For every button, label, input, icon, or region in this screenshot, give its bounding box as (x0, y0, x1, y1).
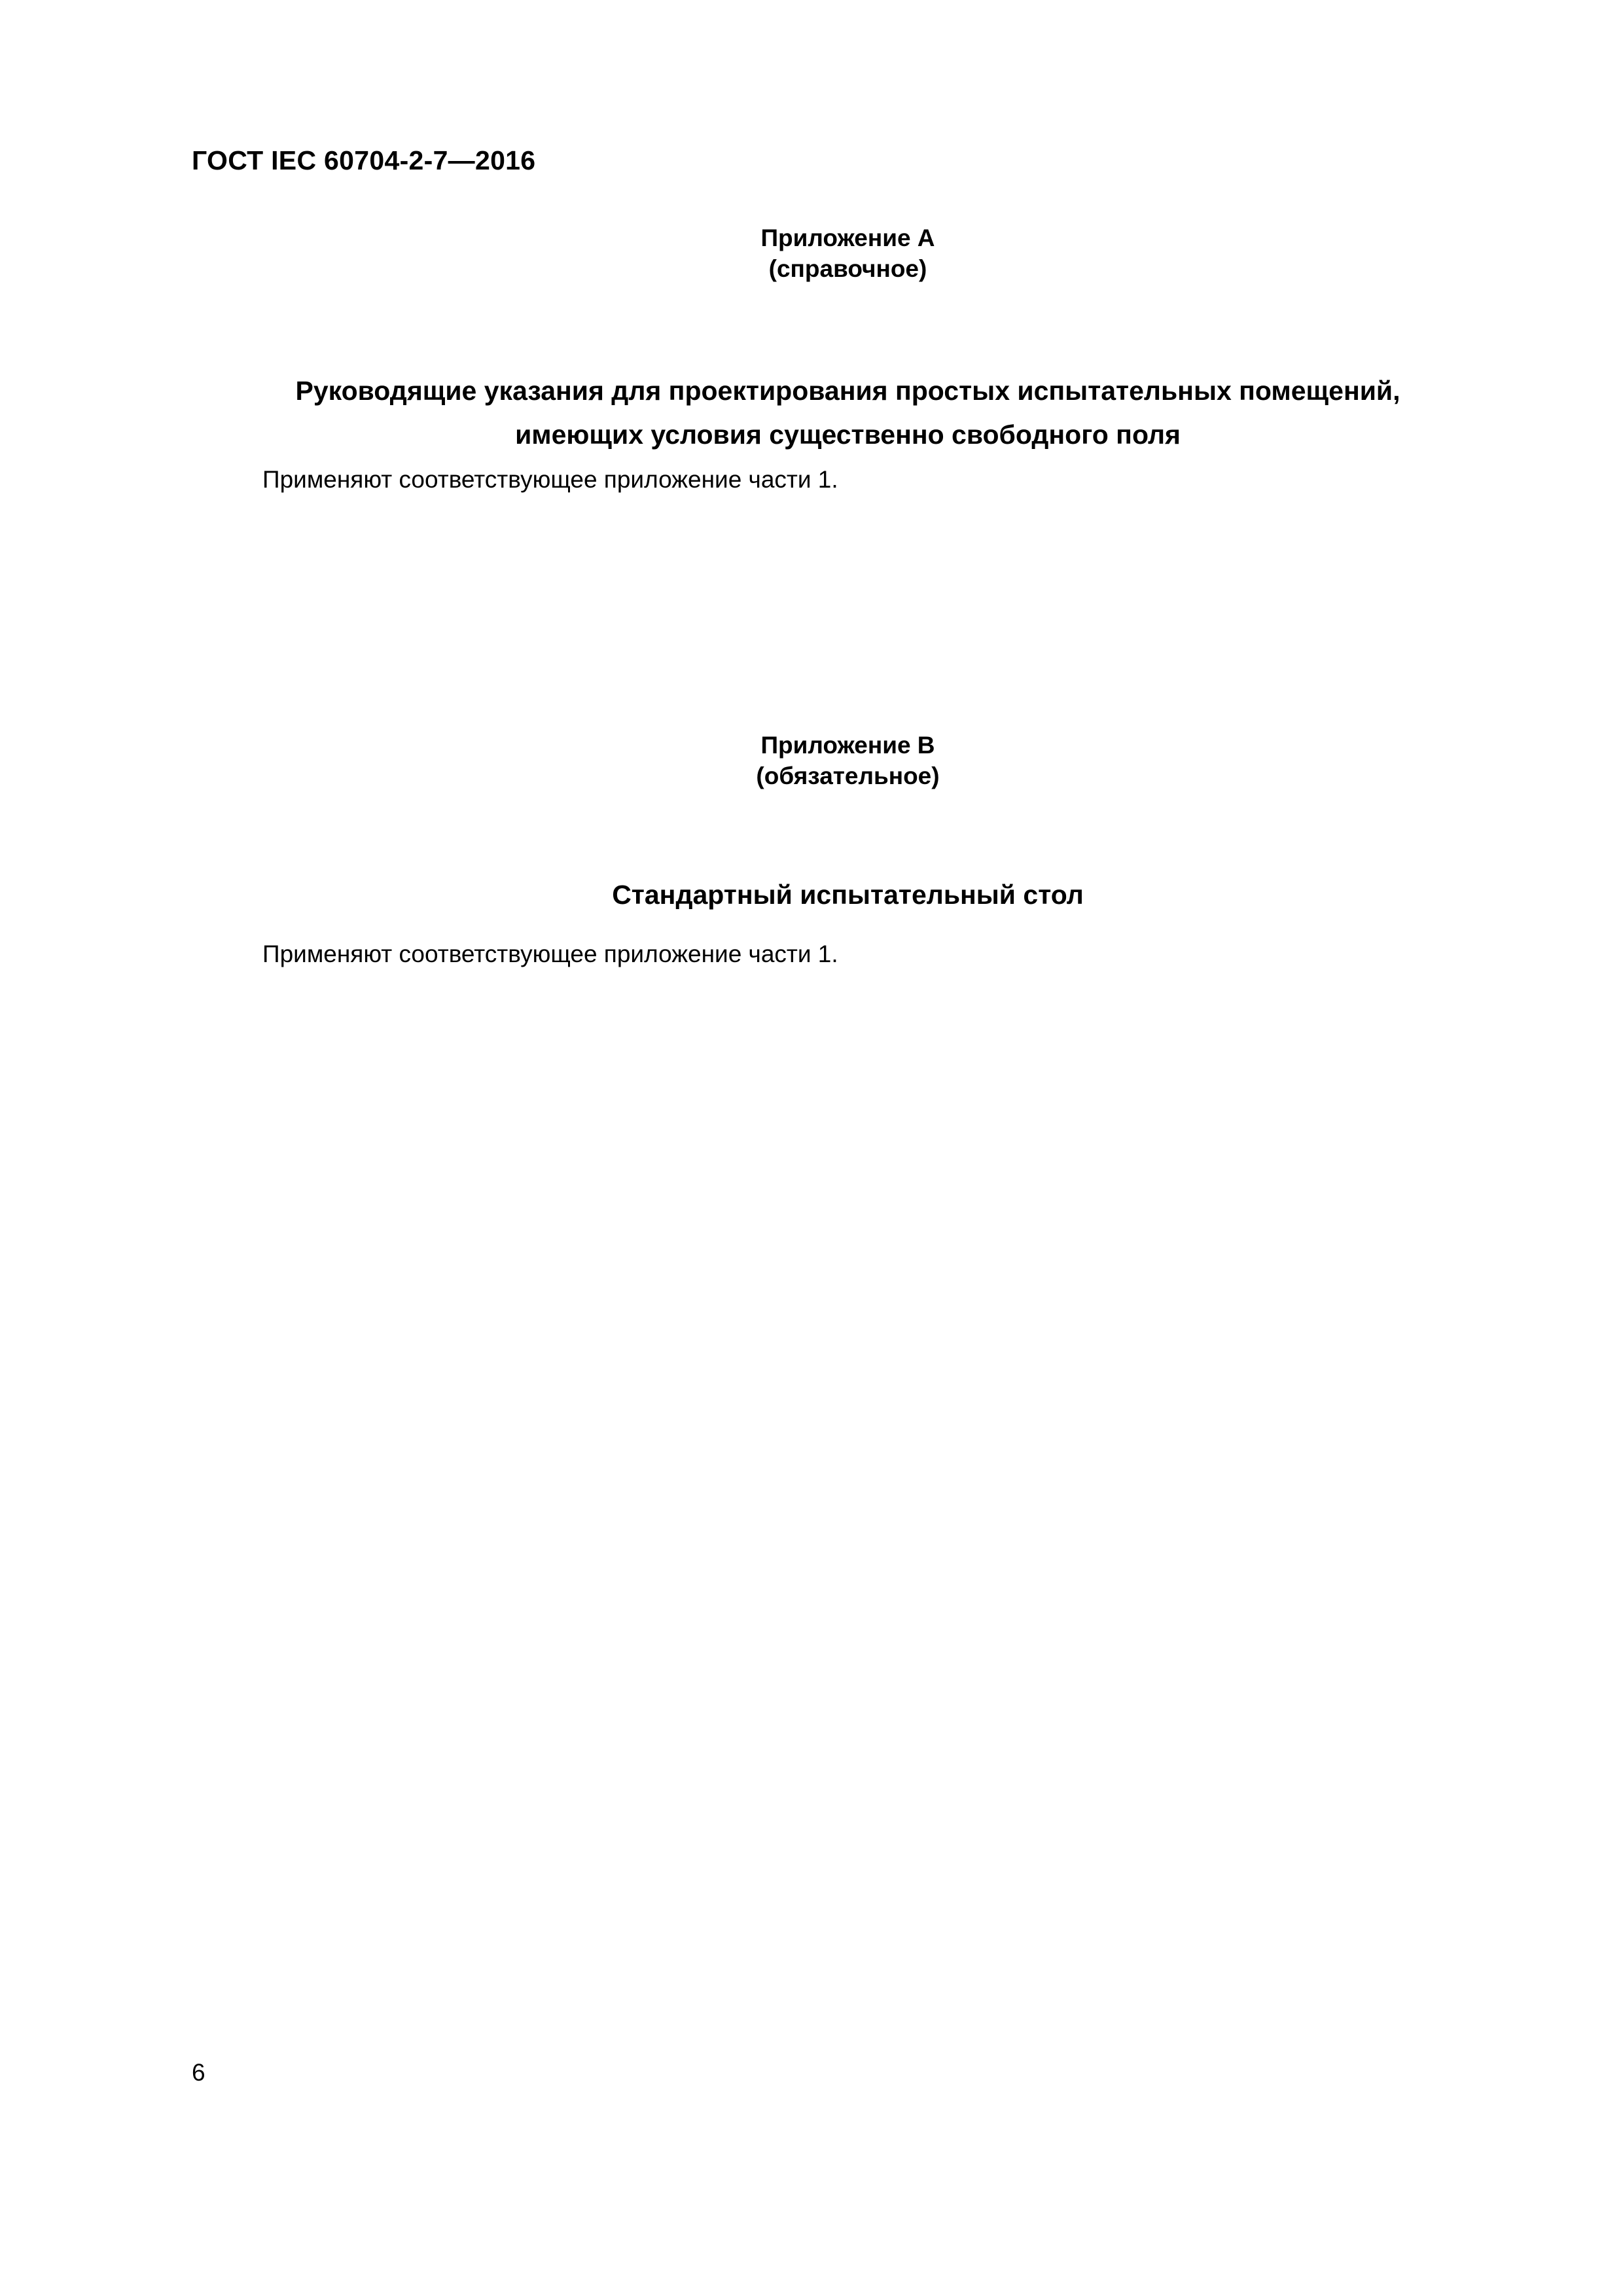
annex-a-title: Приложение А (760, 224, 935, 251)
annex-b-status: (обязательное) (756, 762, 940, 789)
annex-a-body-text: Применяют соответствующее приложение части 1. (262, 466, 838, 493)
annex-a-section-title-line2: имеющих условия существенно свободного поля (515, 420, 1181, 450)
annex-b-title: Приложение В (760, 732, 935, 759)
document-header: ГОСТ IEC 60704-2-7—2016 (192, 145, 536, 175)
annex-a-section-title (0, 369, 1623, 457)
annex-a-status: (справочное) (768, 255, 927, 282)
annex-b-body-text: Применяют соответствующее приложение части 1. (262, 941, 838, 967)
annex-a-section-title-line1: Руководящие указания для проектирования простых испытательных помещений, (295, 376, 1400, 406)
annex-b-section-title: Стандартный испытательный стол (612, 880, 1084, 910)
annex-a-heading (0, 223, 1623, 284)
annex-b-heading (0, 730, 1623, 791)
page-number: 6 (192, 2059, 205, 2086)
